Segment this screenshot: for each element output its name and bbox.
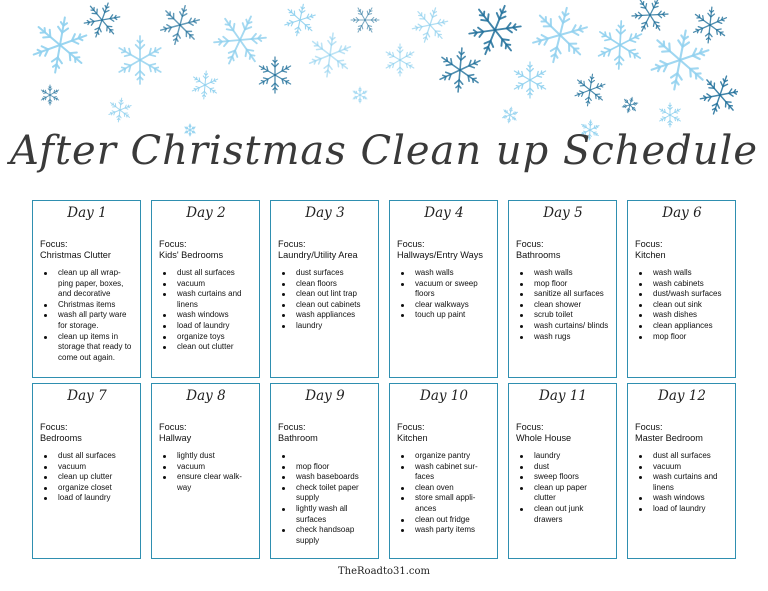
task-item: lightly wash all surfaces	[290, 504, 372, 525]
task-item: vacuum	[52, 462, 134, 473]
task-item: clean up paper clutter	[528, 483, 610, 504]
day-heading: Day 10	[420, 388, 468, 404]
task-item: dust	[528, 462, 610, 473]
task-item: clean out lint trap	[290, 289, 372, 300]
task-item: wash curtains and linens	[171, 289, 253, 310]
task-item: organize closet	[52, 483, 134, 494]
task-item: wash walls	[647, 268, 729, 279]
day-card	[627, 200, 736, 378]
day-card	[32, 200, 141, 378]
day-card	[270, 383, 379, 559]
task-list	[40, 268, 134, 363]
task-item: clean up all wrap-ping paper, boxes, and decorative	[52, 268, 134, 300]
task-item: vacuum	[171, 462, 253, 473]
task-item: organize toys	[171, 332, 253, 343]
task-item: vacuum	[647, 462, 729, 473]
task-item: load of laundry	[52, 493, 134, 504]
task-item: wash cabinet sur-faces	[409, 462, 491, 483]
day-heading: Day 5	[543, 205, 583, 221]
task-item: wash cabinets	[647, 279, 729, 290]
day-heading: Day 11	[539, 388, 587, 404]
task-item: laundry	[528, 451, 610, 462]
focus-area: Laundry/Utility Area	[278, 250, 358, 260]
task-item: sweep floors	[528, 472, 610, 483]
day-card	[151, 383, 260, 559]
task-list	[516, 268, 610, 342]
focus-area: Christmas Clutter	[40, 250, 111, 260]
focus-label: Focus:	[278, 239, 306, 249]
task-item: wash windows	[647, 493, 729, 504]
task-item: scrub toilet	[528, 310, 610, 321]
focus-area: Bathrooms	[516, 250, 561, 260]
focus-area: Bedrooms	[40, 433, 82, 443]
task-item: dust all surfaces	[647, 451, 729, 462]
task-item: clean floors	[290, 279, 372, 290]
task-item: ensure clear walk-way	[171, 472, 253, 493]
focus-area: Bathroom	[278, 433, 318, 443]
task-item: touch up paint	[409, 310, 491, 321]
task-item: wash rugs	[528, 332, 610, 343]
task-item: lightly dust	[171, 451, 253, 462]
day-heading: Day 4	[424, 205, 464, 221]
day-heading: Day 3	[305, 205, 345, 221]
day-heading: Day 9	[305, 388, 345, 404]
day-card	[389, 200, 498, 378]
task-list	[635, 451, 729, 515]
task-item: clean out junk drawers	[528, 504, 610, 525]
task-item: check handsoap supply	[290, 525, 372, 546]
day-card	[32, 383, 141, 559]
day-card	[270, 200, 379, 378]
task-item: clean out clutter	[171, 342, 253, 353]
task-item: mop floor	[528, 279, 610, 290]
task-item: wash curtains/ blinds	[528, 321, 610, 332]
task-item: organize pantry	[409, 451, 491, 462]
focus-label: Focus:	[397, 422, 425, 432]
task-item: wash dishes	[647, 310, 729, 321]
task-item: wash curtains and linens	[647, 472, 729, 493]
focus-label: Focus:	[516, 422, 544, 432]
task-item: clean appliances	[647, 321, 729, 332]
focus-area: Master Bedroom	[635, 433, 703, 443]
task-item: store small appli-ances	[409, 493, 491, 514]
task-list	[159, 268, 253, 353]
task-item: clean out fridge	[409, 515, 491, 526]
task-item: wash party items	[409, 525, 491, 536]
task-item: wash walls	[409, 268, 491, 279]
task-item: wash appliances	[290, 310, 372, 321]
day-heading: Day 6	[662, 205, 702, 221]
focus-area: Hallway	[159, 433, 192, 443]
task-item: wash windows	[171, 310, 253, 321]
task-item: wash all party ware for storage.	[52, 310, 134, 331]
day-heading: Day 1	[67, 205, 107, 221]
page-title: After Christmas Clean up Schedule	[9, 128, 759, 174]
focus-area: Whole House	[516, 433, 572, 443]
focus-label: Focus:	[159, 239, 187, 249]
task-list	[159, 451, 253, 493]
task-list	[40, 451, 134, 504]
focus-label: Focus:	[159, 422, 187, 432]
task-item: load of laundry	[647, 504, 729, 515]
footer-url: TheRoadto31.com	[338, 566, 430, 577]
day-card	[151, 200, 260, 378]
focus-label: Focus:	[516, 239, 544, 249]
schedule-grid	[32, 200, 742, 560]
task-item: clean out cabinets	[290, 300, 372, 311]
task-item: clear walkways	[409, 300, 491, 311]
task-item: dust all surfaces	[171, 268, 253, 279]
task-item: clean oven	[409, 483, 491, 494]
task-item: Christmas items	[52, 300, 134, 311]
task-list	[278, 268, 372, 332]
day-heading: Day 7	[67, 388, 107, 404]
focus-label: Focus:	[40, 239, 68, 249]
task-item: wash walls	[528, 268, 610, 279]
focus-label: Focus:	[40, 422, 68, 432]
task-list	[397, 451, 491, 536]
focus-label: Focus:	[635, 422, 663, 432]
day-card	[508, 200, 617, 378]
task-item: check toilet paper supply	[290, 483, 372, 504]
day-heading: Day 2	[186, 205, 226, 221]
day-heading: Day 8	[186, 388, 226, 404]
task-item: wash baseboards	[290, 472, 372, 483]
task-item: vacuum	[171, 279, 253, 290]
task-list	[397, 268, 491, 321]
task-item: mop floor	[290, 462, 372, 473]
task-item: mop floor	[647, 332, 729, 343]
task-item: clean up clutter	[52, 472, 134, 483]
task-item: load of laundry	[171, 321, 253, 332]
day-heading: Day 12	[658, 388, 706, 404]
focus-label: Focus:	[635, 239, 663, 249]
focus-area: Kitchen	[397, 433, 428, 443]
task-item: laundry	[290, 321, 372, 332]
day-card	[508, 383, 617, 559]
task-item: dust all surfaces	[52, 451, 134, 462]
focus-label: Focus:	[278, 422, 306, 432]
task-list	[635, 268, 729, 342]
task-list	[278, 451, 372, 546]
task-item: sanitize all surfaces	[528, 289, 610, 300]
task-item: clean out sink	[647, 300, 729, 311]
focus-area: Hallways/Entry Ways	[397, 250, 483, 260]
task-item: clean shower	[528, 300, 610, 311]
task-item: dust/wash surfaces	[647, 289, 729, 300]
task-item: clean up items in storage that ready to come out again.	[52, 332, 134, 364]
focus-label: Focus:	[397, 239, 425, 249]
focus-area: Kitchen	[635, 250, 666, 260]
task-item: dust surfaces	[290, 268, 372, 279]
task-item: vacuum or sweep floors	[409, 279, 491, 300]
focus-area: Kids' Bedrooms	[159, 250, 224, 260]
day-card	[389, 383, 498, 559]
day-card	[627, 383, 736, 559]
task-list	[516, 451, 610, 525]
task-item	[290, 451, 372, 462]
